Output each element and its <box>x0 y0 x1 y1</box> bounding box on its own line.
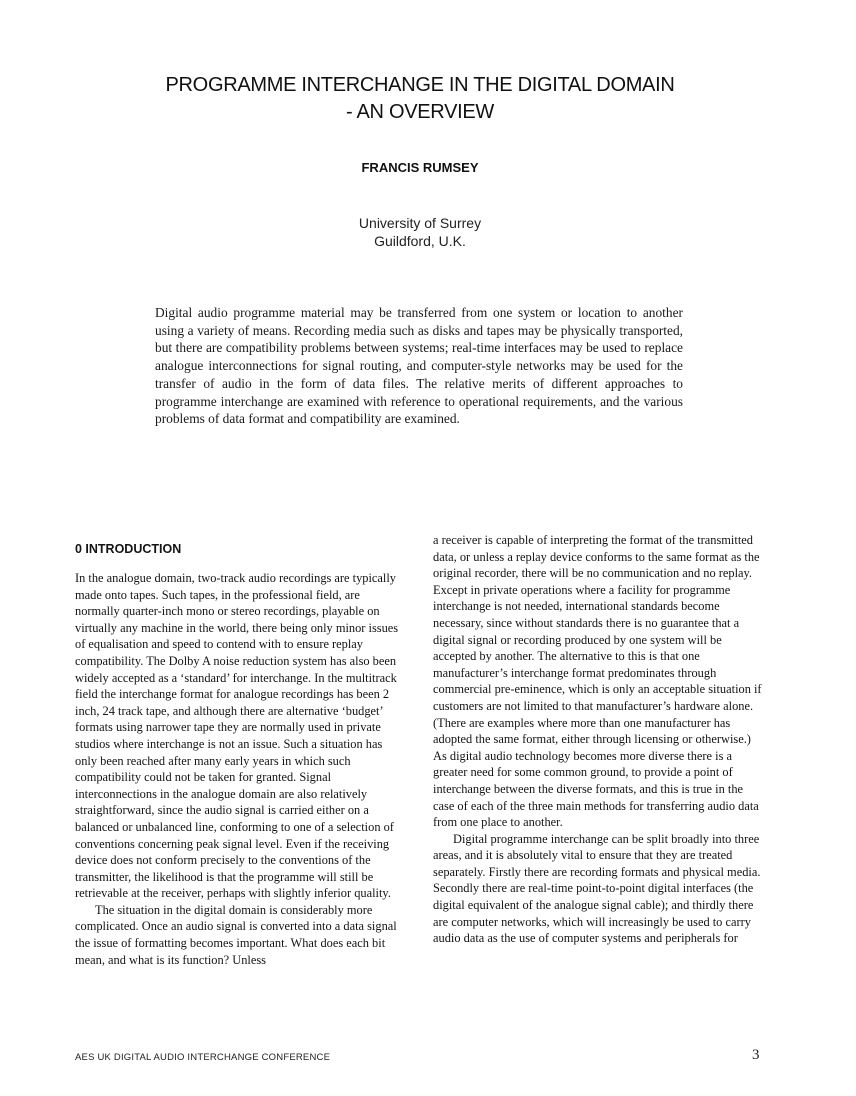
footer-conference: AES UK DIGITAL AUDIO INTERCHANGE CONFERENCE <box>75 1052 331 1063</box>
title-line-2: - AN OVERVIEW <box>346 101 494 123</box>
paragraph: Digital programme interchange can be split broadly into three areas, and it is absolutely vital to ensure that they are treated separately. Firstly there are recording formats and physical media. Secondly there are real-time point-to-point digital interfaces (the digital equivalent of the analogue signal cable); and thirdly there are computer networks, which will increasingly be used to carry audio data as the use of computer systems and peripherals for <box>433 831 761 946</box>
author-name: FRANCIS RUMSEY <box>361 160 479 175</box>
affiliation-line-2: Guildford, U.K. <box>374 233 466 249</box>
title-line-1: PROGRAMME INTERCHANGE IN THE DIGITAL DOMAIN <box>165 74 675 96</box>
section-heading: 0 INTRODUCTION <box>75 542 182 556</box>
page-number: 3 <box>752 1047 760 1063</box>
affiliation <box>300 214 540 250</box>
paragraph: The situation in the digital domain is considerably more complicated. Once an audio signal is converted into a data signal the issue of formatting becomes important. What does each bit mean, and what is its function? Unless <box>75 902 397 967</box>
paragraph: In the analogue domain, two-track audio recordings are typically made onto tapes. Such tapes, in the professional field, are normally quarter-inch mono or stereo recordings, playable on virtually any machine in the world, there being only minor issues of equalisation and speed to contend with to ensure replay compatibility. The Dolby A noise reduction system has also been widely accepted as a ‘standard’ for interchange. In the multitrack field the interchange format for analogue recordings has been 2 inch, 24 track tape, and although there are alternative ‘budget’ formats using narrower tape they are normally used in private studios where interchange is not an issue. Such a situation has only been reached after many early years in which such compatibility could not be taken for granted. Signal interconnections in the analogue domain are also relatively straightforward, since the audio signal is carried either on a balanced or unbalanced line, conforming to one of a selection of conventions concerning peak signal level. Even if the receiving device does not conform precisely to the conventions of the transmitter, the likelihood is that the programme will still be retrievable at the receiver, perhaps with slightly inferior quality. <box>75 571 399 901</box>
affiliation-line-1: University of Surrey <box>358 215 482 231</box>
paper-title <box>100 72 740 126</box>
abstract: Digital audio programme material may be transferred from one system or location to another using a variety of means. Recording media such as disks and tapes may be physically transported, but there are compatibility problems between systems; real-time interfaces may be used to replace analogue interconnections for signal routing, and computer-style networks may be used for the transfer of audio in the form of data files. The relative merits of different approaches to programme interchange are examined with reference to operational requirements, and the various problems of data format and compatibility are examined. <box>155 305 683 427</box>
paragraph: a receiver is capable of interpreting the format of the transmitted data, or unless a replay device conforms to the same format as the original recorder, there will be no communication and no replay. Except in private operations where a facility for programme interchange is not needed, international standards become necessary, since without standards there is no guarantee that a digital signal or recording produced by one system will be accepted by another. The alternative to this is that one manufacturer’s interchange format predominates through commercial pre-eminence, which is only an acceptable situation if customers are not limited to that manufacturer’s hardware alone. (There are examples where more than one manufacturer has adopted the same format, either through licensing or otherwise.) As digital audio technology becomes more diverse there is a greater need for some common ground, to provide a point of interchange between the diverse formats, and this is true in the case of each of the three main methods for transferring audio data from one place to another. <box>433 533 762 830</box>
right-column <box>433 532 763 947</box>
left-column <box>75 540 405 968</box>
